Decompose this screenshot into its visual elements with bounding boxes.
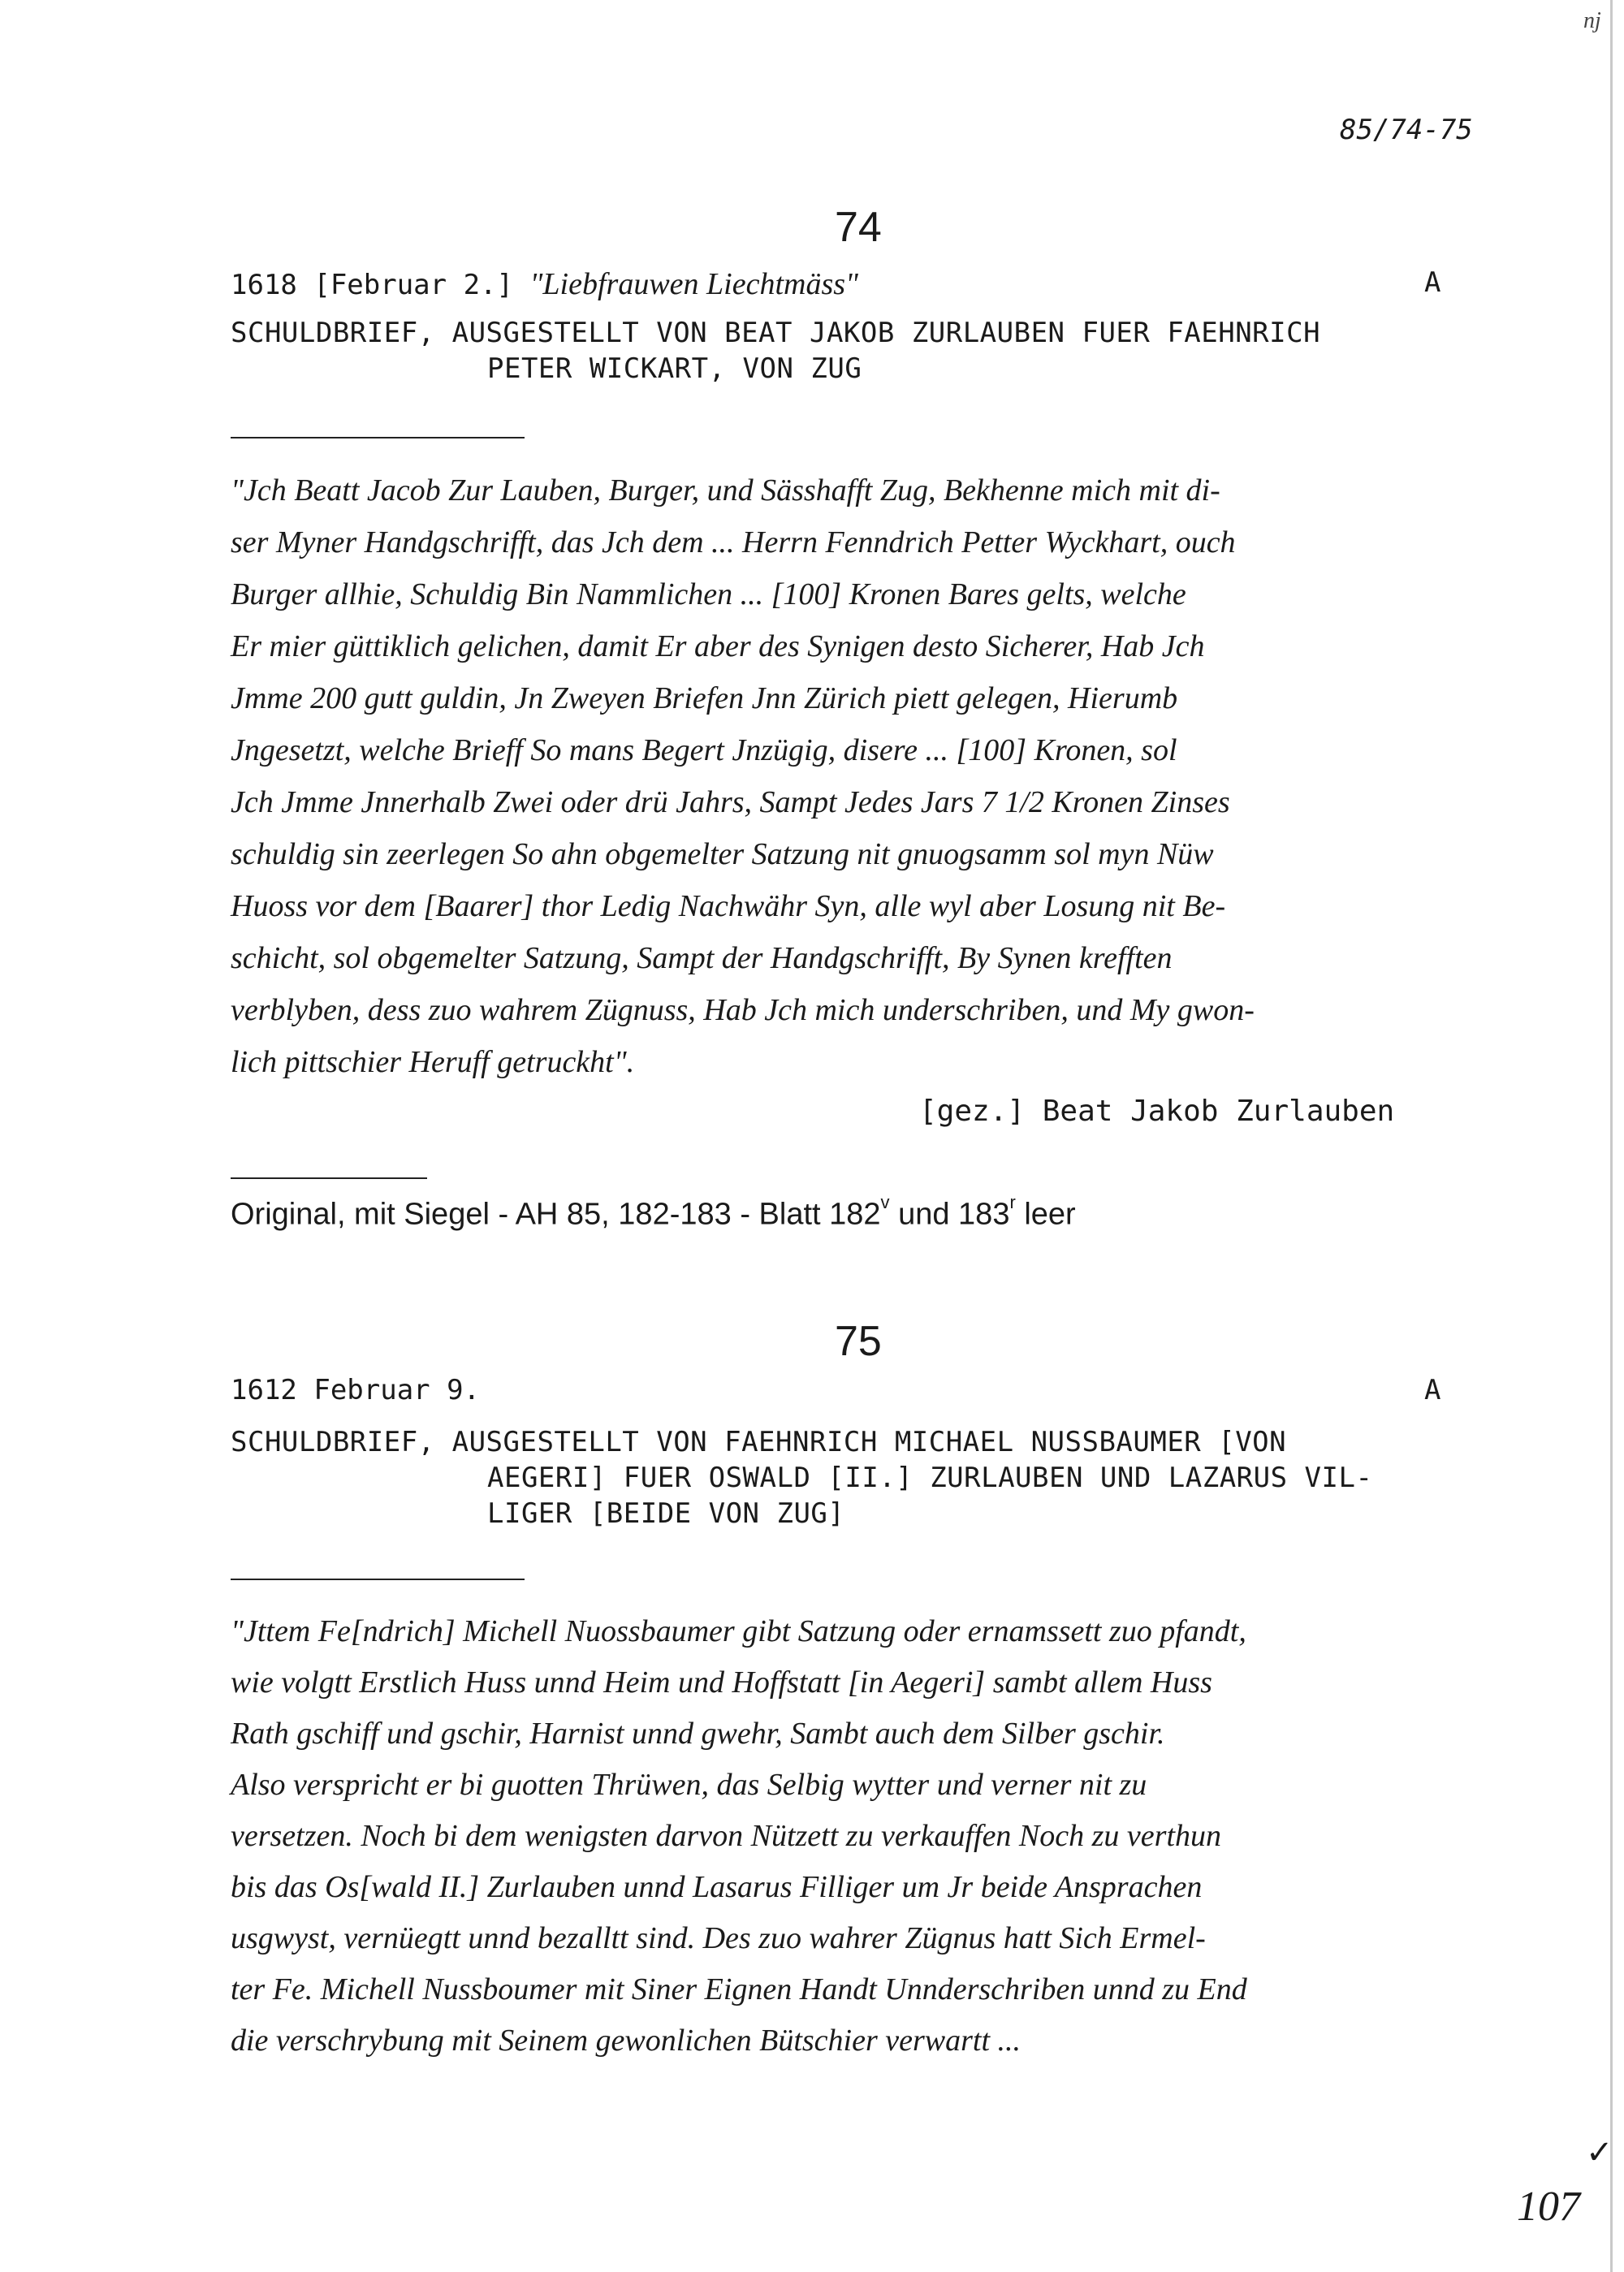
doc75-section-rule bbox=[231, 1579, 525, 1580]
text-line: Also verspricht er bi guotten Thrüwen, das Selbig wytter und verner nit zu bbox=[231, 1768, 1147, 1802]
text-line: schicht, sol obgemelter Satzung, Sampt der Handgschrifft, By Synen krefften bbox=[231, 941, 1173, 975]
doc75-transcription bbox=[231, 1606, 1494, 2067]
text-line: die verschrybung mit Seinem gewonlichen Bütschier verwartt ... bbox=[231, 2024, 1021, 2058]
text-line: versetzen. Noch bi dem wenigsten darvon Nützett zu verkauffen Noch zu verthun bbox=[231, 1819, 1222, 1853]
page-edge-shadow bbox=[1610, 0, 1613, 2272]
text-line: bis das Os[wald II.] Zurlauben unnd Lasarus Filliger um Jr beide Ansprachen bbox=[231, 1870, 1203, 1904]
doc75-letter-marker: A bbox=[1424, 1374, 1441, 1406]
handwritten-page-number: 107 bbox=[1517, 2183, 1580, 2230]
source-text-2: und 183 bbox=[889, 1197, 1010, 1232]
doc74-date-line bbox=[231, 266, 858, 302]
source-text-3: leer bbox=[1015, 1197, 1076, 1232]
text-line: wie volgtt Erstlich Huss unnd Heim und Hoffstatt [in Aegeri] sambt allem Huss bbox=[231, 1665, 1212, 1700]
doc74-section-rule bbox=[231, 437, 525, 438]
text-line: usgwyst, vernüegtt unnd bezalltt sind. Des zuo wahrer Zügnus hatt Sich Ermel- bbox=[231, 1921, 1206, 1955]
document-number-75: 75 bbox=[835, 1318, 882, 1365]
doc75-date: 1612 Februar 9. bbox=[231, 1374, 481, 1406]
text-line: Rath gschiff und gschir, Harnist unnd gwehr, Sambt auch dem Silber gschir. bbox=[231, 1717, 1165, 1751]
doc74-letter-marker: A bbox=[1424, 266, 1441, 299]
text-line: Burger allhie, Schuldig Bin Nammlichen ... [100] Kronen Bares gelts, welche bbox=[231, 577, 1186, 611]
check-mark-icon: ✓ bbox=[1586, 2134, 1613, 2171]
doc75-title-line3: LIGER [BEIDE VON ZUG] bbox=[487, 1497, 845, 1530]
text-line: Jch Jmme Jnnerhalb Zwei oder drü Jahrs, Sampt Jedes Jars 7 1/2 Kronen Zinses bbox=[231, 785, 1230, 819]
doc75-title-line2: AEGERI] FUER OSWALD [II.] ZURLAUBEN UND LAZARUS VIL- bbox=[487, 1462, 1373, 1494]
source-verso: v bbox=[880, 1192, 890, 1212]
text-line: ter Fe. Michell Nussboumer mit Siner Eignen Handt Unnderschriben unnd zu End bbox=[231, 1972, 1247, 2006]
text-line: Jngesetzt, welche Brieff So mans Begert Jnzügig, disere ... [100] Kronen, sol bbox=[231, 733, 1177, 767]
archive-reference: 85/74-75 bbox=[1340, 114, 1473, 146]
document-number-74: 74 bbox=[835, 204, 882, 251]
doc74-transcription bbox=[231, 464, 1494, 1088]
text-line: "Jch Beatt Jacob Zur Lauben, Burger, und Sässhafft Zug, Bekhenne mich mit di- bbox=[231, 473, 1220, 508]
text-line: Jmme 200 gutt guldin, Jn Zweyen Briefen Jnn Zürich piett gelegen, Hierumb bbox=[231, 681, 1178, 715]
doc74-source-note bbox=[231, 1192, 1076, 1233]
doc74-title-line2: PETER WICKART, VON ZUG bbox=[487, 352, 862, 385]
text-line: lich pittschier Heruff getruckht". bbox=[231, 1045, 635, 1079]
doc74-signature: [gez.] Beat Jakob Zurlauben bbox=[919, 1095, 1395, 1128]
doc75-title-line1: SCHULDBRIEF, AUSGESTELLT VON FAEHNRICH MICHAEL NUSSBAUMER [VON bbox=[231, 1426, 1287, 1458]
text-line: ser Myner Handgschrifft, das Jch dem ... Herrn Fenndrich Petter Wyckhart, ouch bbox=[231, 525, 1236, 559]
text-line: Er mier güttiklich gelichen, damit Er aber des Synigen desto Sicherer, Hab Jch bbox=[231, 629, 1205, 663]
doc74-source-rule bbox=[231, 1177, 427, 1179]
source-recto: r bbox=[1009, 1192, 1016, 1212]
text-line: Huoss vor dem [Baarer] thor Ledig Nachwähr Syn, alle wyl aber Losung nit Be- bbox=[231, 889, 1226, 923]
source-text: Original, mit Siegel - AH 85, 182-183 - Blatt 182 bbox=[231, 1197, 881, 1232]
doc74-title-line1: SCHULDBRIEF, AUSGESTELLT VON BEAT JAKOB ZURLAUBEN FUER FAEHNRICH bbox=[231, 317, 1321, 349]
text-line: "Jttem Fe[ndrich] Michell Nuossbaumer gibt Satzung oder ernamssett zuo pfandt, bbox=[231, 1614, 1246, 1648]
text-line: verblyben, dess zuo wahrem Zügnuss, Hab Jch mich underschriben, und My gwon- bbox=[231, 993, 1255, 1027]
text-line: schuldig sin zeerlegen So ahn obgemelter Satzung nit gnuogsamm sol myn Nüw bbox=[231, 837, 1214, 871]
doc74-date: 1618 [Februar 2.] bbox=[231, 269, 530, 301]
doc74-date-feast: "Liebfrauwen Liechtmäss" bbox=[529, 267, 858, 301]
margin-handnote: nj bbox=[1583, 8, 1601, 33]
